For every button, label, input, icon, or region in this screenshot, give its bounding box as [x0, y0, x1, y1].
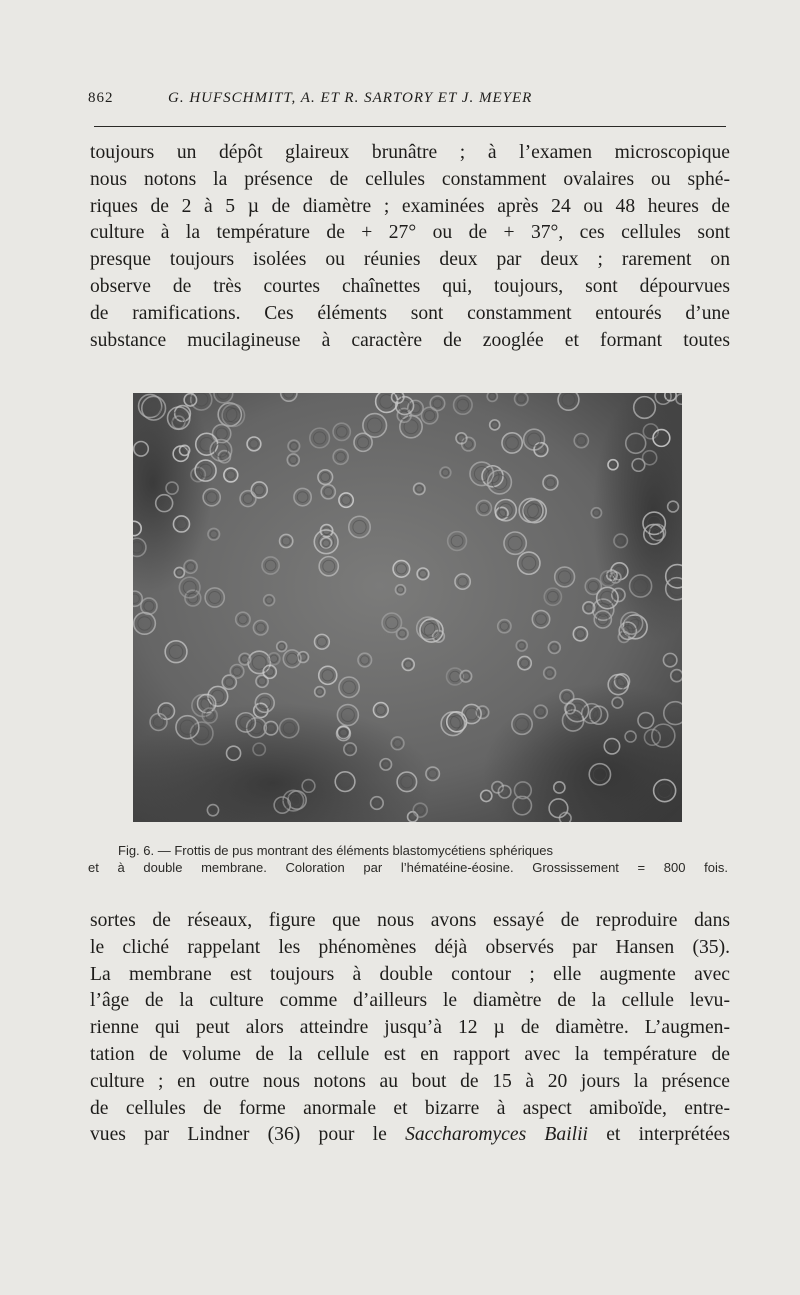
text-line: riques de 2 à 5 µ de diamètre ; examinées après 24 ou 48 heures de	[90, 195, 730, 217]
text-line: toujours un dépôt glaireux brunâtre ; à l’examen microscopique	[90, 142, 730, 163]
text-line-last	[90, 1122, 730, 1149]
text-line: culture ; en outre nous notons au bout de 15 à 20 jours la présence	[90, 1070, 730, 1092]
text-line: tation de volume de la cellule est en rapport avec la température de	[90, 1043, 730, 1065]
text-fragment: et interprétées	[587, 1124, 730, 1146]
running-head: G. HUFSCHMITT, A. ET R. SARTORY ET J. MEYER	[168, 90, 533, 106]
figure-caption	[88, 842, 728, 876]
header-rule	[94, 126, 726, 127]
species-name: Saccharomyces Bailii	[405, 1124, 588, 1146]
caption-line: Fig. 6. — Frottis de pus montrant des éléments blastomycétiens sphériques	[118, 843, 553, 858]
bottom-paragraph	[90, 908, 730, 1149]
text-fragment: vues par Lindner (36) pour le	[90, 1124, 406, 1146]
text-line: le cliché rappelant les phénomènes déjà observés par Hansen (35).	[90, 936, 730, 958]
text-line: culture à la température de + 27° ou de + 37°, ces cellules sont	[90, 222, 730, 244]
text-line: presque toujours isolées ou réunies deux par deux ; rarement on	[90, 249, 730, 271]
text-line: de ramifications. Ces éléments sont constamment entourés d’une	[90, 302, 730, 324]
page-number: 862	[88, 90, 114, 106]
text-line: rienne qui peut alors atteindre jusqu’à 12 µ de diamètre. L’augmen-	[90, 1017, 730, 1039]
text-line: La membrane est toujours à double contour ; elle augmente avec	[90, 963, 730, 985]
text-line: observe de très courtes chaînettes qui, toujours, sont dépourvues	[90, 275, 730, 297]
text-line: l’âge de la culture comme d’ailleurs le diamètre de la cellule levu-	[90, 990, 730, 1012]
text-line: substance mucilagineuse à caractère de zooglée et formant toutes	[90, 329, 730, 351]
caption-line: et à double membrane. Coloration par l’hématéine-éosine. Grossissement = 800 fois.	[88, 860, 728, 875]
text-line: sortes de réseaux, figure que nous avons essayé de reproduire dans	[90, 910, 730, 931]
micrograph-figure	[133, 393, 682, 822]
text-line: nous notons la présence de cellules constamment ovalaires ou sphé-	[90, 168, 730, 190]
text-line: de cellules de forme anormale et bizarre à aspect amiboïde, entre-	[90, 1097, 730, 1119]
micrograph-image	[133, 393, 682, 822]
top-paragraph	[90, 140, 730, 354]
